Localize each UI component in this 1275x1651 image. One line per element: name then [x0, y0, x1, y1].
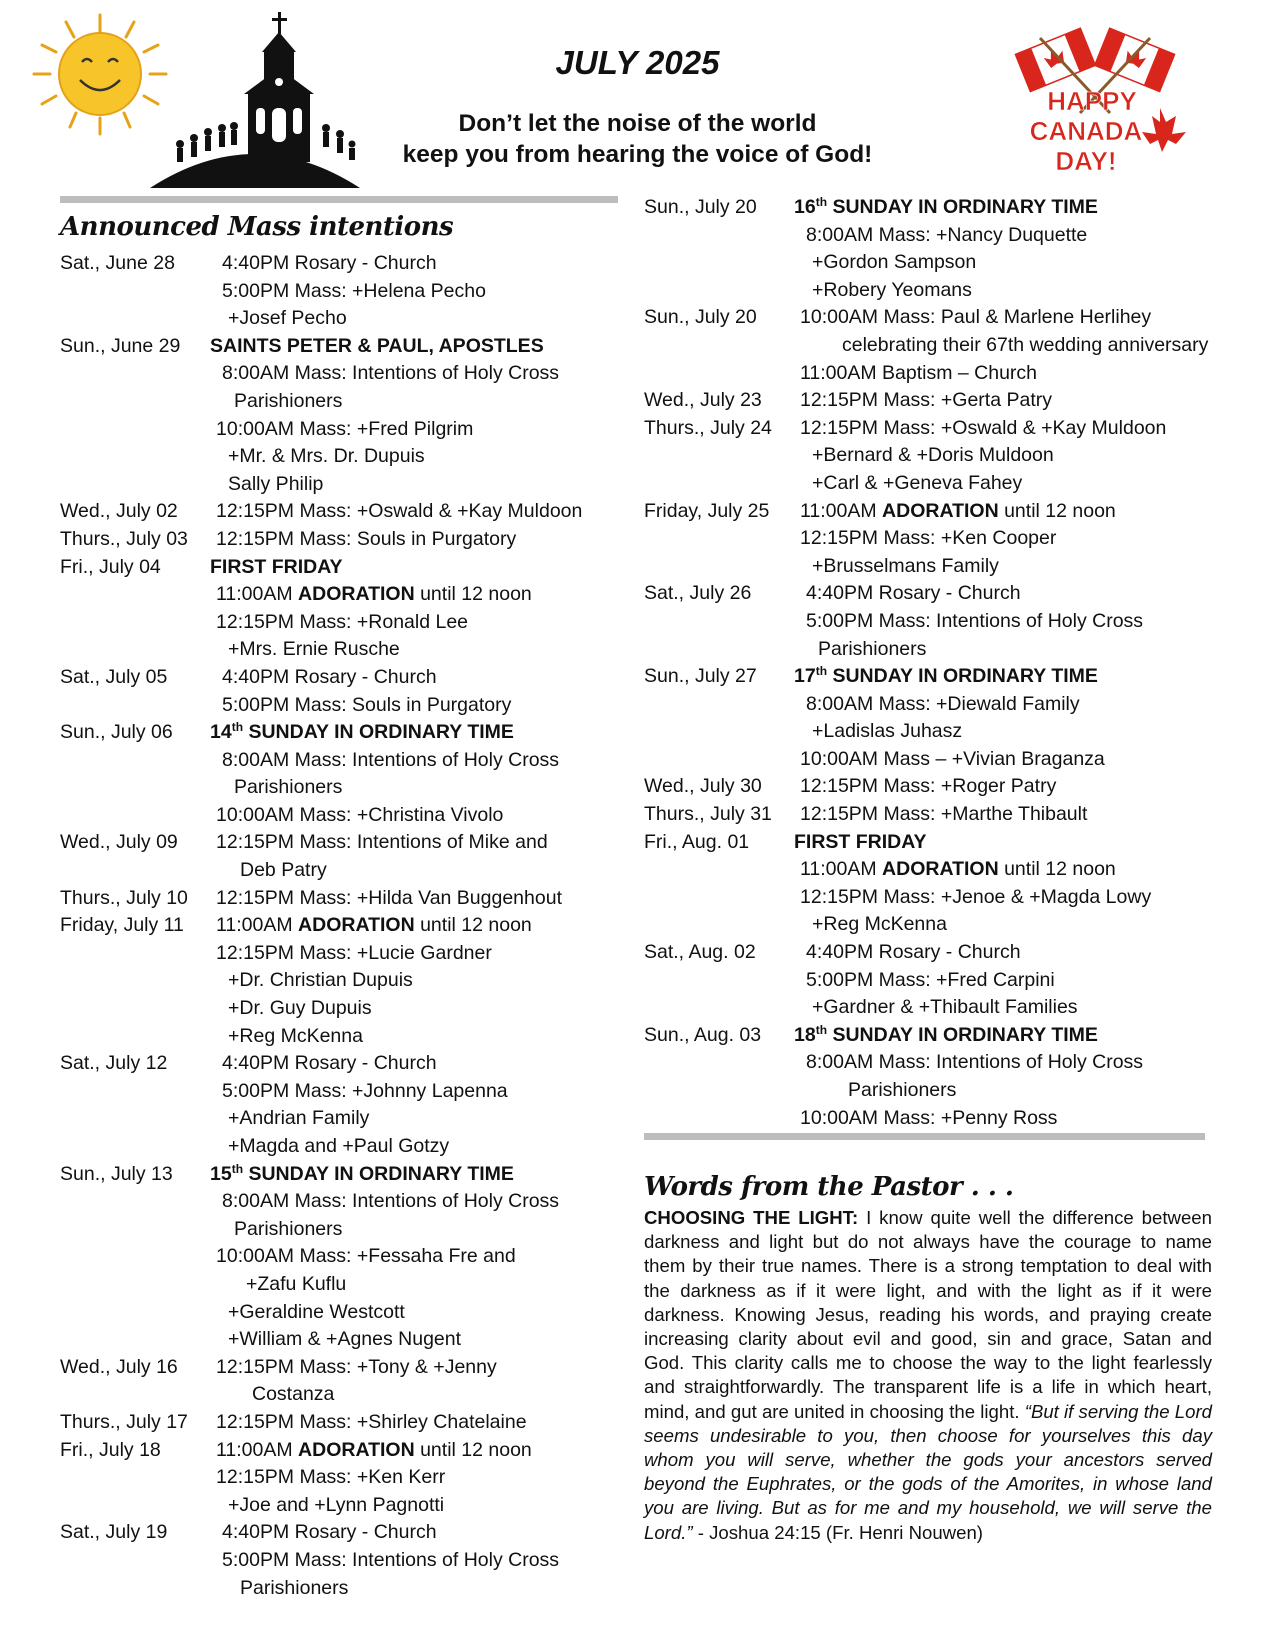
schedule-line	[60, 912, 620, 940]
time-text: 11:00AM	[800, 858, 883, 881]
schedule-line	[644, 884, 1219, 912]
schedule-line	[60, 1161, 620, 1189]
schedule-line	[60, 747, 620, 775]
feast-title: ADORATION	[882, 499, 999, 522]
entry-text	[216, 912, 532, 940]
entry-date: Sun., July 13	[60, 1162, 173, 1185]
schedule-line	[644, 498, 1219, 526]
schedule-line	[644, 442, 1219, 470]
canada-badge-line1: HAPPY	[1047, 86, 1137, 116]
schedule-line	[644, 608, 1219, 636]
schedule-line	[644, 1049, 1219, 1077]
schedule-entry	[644, 580, 1219, 663]
entry-text: +Gardner & +Thibault Families	[812, 996, 1078, 1019]
entry-text: 4:40PM Rosary - Church	[806, 941, 1021, 964]
entry-text: 12:15PM Mass: +Ken Cooper	[800, 527, 1057, 550]
entry-date: Friday, July 11	[60, 914, 184, 937]
schedule-line	[60, 1437, 620, 1465]
entry-text: +Reg McKenna	[812, 913, 947, 936]
entry-text	[800, 498, 1116, 526]
entry-date: Friday, July 25	[644, 499, 770, 522]
entry-text: 8:00AM Mass: +Diewald Family	[806, 692, 1080, 715]
schedule-entry	[644, 829, 1219, 939]
adoration-detail: until 12 noon	[414, 1438, 532, 1461]
entry-text: 12:15PM Mass: +Marthe Thibault	[800, 803, 1088, 826]
entry-text: 10:00AM Mass: Paul & Marlene Herlihey	[800, 306, 1152, 329]
right-schedule-column	[644, 194, 1219, 1132]
entry-text: 5:00PM Mass: +Helena Pecho	[222, 279, 486, 302]
schedule-line	[60, 554, 620, 582]
schedule-entry	[60, 1409, 620, 1437]
entry-date: Sun., July 06	[60, 721, 173, 744]
schedule-entry	[644, 304, 1219, 387]
entry-text: 5:00PM Mass: Souls in Purgatory	[222, 693, 512, 716]
schedule-entry	[60, 1437, 620, 1520]
schedule-entry	[60, 912, 620, 1050]
entry-text	[216, 581, 532, 609]
entry-text: +Reg McKenna	[228, 1024, 363, 1047]
entry-text: +Brusselmans Family	[812, 554, 999, 577]
adoration-detail: until 12 noon	[414, 914, 532, 937]
ordinal-suffix: th	[231, 720, 244, 735]
entry-text: Costanza	[252, 1383, 335, 1406]
pastor-message-body: I know quite well the difference between darkness and light but do not always have the courage to name them by their true names. There is a strong temptation to deal with the darkness as if it were light, and with the light as if it were darkness. Knowing Jesus, reading his words, and praying create increasing clarity about evil and good, sin and grace, Satan and God. This clarity calls me to choose the way to the light fearlessly and straightforwardly. The transparent life is a life in which heart, mind, and gut are united in choosing the light.	[644, 1207, 1212, 1422]
ordinal-number: 16	[794, 196, 816, 218]
schedule-line	[60, 1216, 620, 1244]
entry-text: Parishioners	[240, 1576, 349, 1599]
entry-text: 12:15PM Mass: +Ken Kerr	[216, 1466, 446, 1489]
entry-text: 12:15PM Mass: Intentions of Mike and	[216, 831, 548, 854]
entry-text: Sally Philip	[228, 472, 324, 495]
entry-text	[210, 719, 514, 747]
pastor-heading: Words from the Pastor . . .	[644, 1172, 1014, 1202]
entry-date: Sat., June 28	[60, 252, 175, 274]
feast-title: SUNDAY IN ORDINARY TIME	[243, 721, 514, 744]
entry-text: 10:00AM Mass: +Fessaha Fre and	[216, 1245, 516, 1268]
schedule-line	[60, 802, 620, 830]
schedule-entry	[60, 719, 620, 829]
schedule-line	[60, 1188, 620, 1216]
entry-text: 8:00AM Mass: +Nancy Duquette	[806, 223, 1088, 246]
entry-text: +Magda and +Paul Gotzy	[228, 1135, 450, 1157]
adoration-detail: until 12 noon	[998, 499, 1116, 522]
entry-text: 12:15PM Mass: +Oswald & +Kay Muldoon	[216, 500, 583, 523]
canada-badge-line3: DAY!	[1055, 146, 1117, 176]
entry-date: Sun., July 27	[644, 665, 757, 688]
schedule-line	[644, 222, 1219, 250]
entry-text	[210, 333, 544, 361]
entry-text: Parishioners	[234, 776, 343, 799]
feast-title: SUNDAY IN ORDINARY TIME	[827, 196, 1098, 218]
schedule-line	[60, 1575, 620, 1603]
entry-text: 12:15PM Mass: +Hilda Van Buggenhout	[216, 886, 562, 909]
entry-text: 10:00AM Mass – +Vivian Braganza	[800, 747, 1105, 770]
schedule-line	[60, 940, 620, 968]
scripture-quote: “But if serving the Lord seems undesirable to you, then choose for yourselves this day whom you will serve, whether the gods your ancestors served beyond the Euphrates, or the gods of the Amorites, in whose land you are living. But as for me and my household, we will serve the Lord.”	[644, 1400, 1212, 1543]
schedule-line	[644, 939, 1219, 967]
feast-title: ADORATION	[298, 583, 415, 606]
entry-text: 8:00AM Mass: Intentions of Holy Cross	[222, 1190, 560, 1213]
schedule-entry	[60, 885, 620, 913]
schedule-line	[644, 470, 1219, 498]
entry-text: 11:00AM Baptism – Church	[800, 361, 1037, 384]
schedule-line	[644, 636, 1219, 664]
schedule-line	[644, 718, 1219, 746]
schedule-line	[60, 333, 620, 361]
schedule-line	[60, 1299, 620, 1327]
ordinal-number: 14	[210, 721, 232, 744]
schedule-entry	[60, 250, 620, 333]
entry-text: +Mr. & Mrs. Dr. Dupuis	[228, 445, 425, 468]
time-text: 11:00AM	[800, 499, 883, 522]
schedule-entry	[644, 194, 1219, 304]
schedule-line	[60, 885, 620, 913]
schedule-entry	[644, 801, 1219, 829]
entry-text: 12:15PM Mass: +Oswald & +Kay Muldoon	[800, 416, 1167, 439]
schedule-line	[644, 829, 1219, 857]
schedule-entry	[60, 526, 620, 554]
entry-date: Thurs., July 17	[60, 1410, 188, 1433]
pastor-message	[644, 1206, 1212, 1545]
entry-text: Deb Patry	[240, 859, 327, 882]
entry-date: Sat., July 19	[60, 1521, 168, 1544]
tagline-line-2: keep you from hearing the voice of God!	[402, 141, 873, 168]
entry-text: 12:15PM Mass: +Roger Patry	[800, 775, 1057, 798]
schedule-line	[60, 774, 620, 802]
entry-text	[210, 554, 343, 582]
tagline-line-1: Don’t let the noise of the world	[458, 110, 817, 137]
entry-text: +Robery Yeomans	[812, 278, 972, 301]
schedule-line	[60, 1105, 620, 1133]
entry-text: +Carl & +Geneva Fahey	[812, 471, 1023, 494]
entry-text: 5:00PM Mass: Intentions of Holy Cross	[806, 609, 1144, 632]
entry-text: +Mrs. Ernie Rusche	[228, 638, 400, 661]
entry-text	[794, 663, 1098, 691]
adoration-detail: until 12 noon	[414, 583, 532, 606]
schedule-line	[644, 304, 1219, 332]
entry-text: +Andrian Family	[228, 1107, 370, 1130]
schedule-line	[60, 636, 620, 664]
entry-date: Sun., July 20	[644, 306, 757, 329]
entry-date: Sun., July 20	[644, 196, 757, 218]
tagline	[0, 108, 1275, 170]
schedule-entry	[60, 554, 620, 664]
ordinal-number: 18	[794, 1023, 816, 1046]
entry-text: +Zafu Kuflu	[246, 1272, 347, 1295]
ordinal-suffix: th	[231, 1161, 244, 1176]
entry-text	[216, 1437, 532, 1465]
entry-text: 12:15PM Mass: +Tony & +Jenny	[216, 1355, 497, 1378]
schedule-line	[644, 525, 1219, 553]
entry-text	[794, 829, 927, 857]
schedule-line	[644, 277, 1219, 305]
entry-text: Parishioners	[234, 1217, 343, 1240]
schedule-line	[60, 1409, 620, 1437]
schedule-line	[60, 1464, 620, 1492]
schedule-line	[60, 526, 620, 554]
entry-date: Sat., July 05	[60, 665, 168, 688]
entry-date: Wed., July 23	[644, 389, 762, 412]
schedule-entry	[60, 1050, 620, 1160]
schedule-line	[644, 773, 1219, 801]
schedule-line	[644, 856, 1219, 884]
schedule-line	[644, 801, 1219, 829]
entry-text: 4:40PM Rosary - Church	[222, 665, 437, 688]
schedule-line	[60, 719, 620, 747]
schedule-entry	[644, 663, 1219, 773]
schedule-entry	[60, 333, 620, 499]
entry-date: Wed., July 09	[60, 831, 178, 854]
entry-text	[794, 1022, 1098, 1050]
feast-title: SAINTS PETER & PAUL, APOSTLES	[210, 334, 544, 357]
schedule-line	[60, 1243, 620, 1271]
schedule-entry	[60, 1519, 620, 1602]
time-text: 11:00AM	[216, 1438, 299, 1461]
time-text: 11:00AM	[216, 914, 299, 937]
entry-text: 4:40PM Rosary - Church	[222, 252, 437, 274]
schedule-line	[60, 1271, 620, 1299]
schedule-entry	[644, 498, 1219, 581]
entry-date: Fri., July 18	[60, 1438, 161, 1461]
schedule-line	[60, 250, 620, 278]
ordinal-number: 17	[794, 665, 816, 688]
schedule-entry	[644, 773, 1219, 801]
entry-text: 5:00PM Mass: +Fred Carpini	[806, 968, 1055, 991]
entry-text	[794, 194, 1098, 222]
feast-title: ADORATION	[882, 858, 999, 881]
entry-text: 12:15PM Mass: +Gerta Patry	[800, 389, 1052, 412]
entry-text: 4:40PM Rosary - Church	[806, 582, 1021, 605]
entry-text: 8:00AM Mass: Intentions of Holy Cross	[222, 748, 560, 771]
entry-text	[800, 856, 1116, 884]
feast-title: FIRST FRIDAY	[210, 555, 343, 578]
entry-text: 8:00AM Mass: Intentions of Holy Cross	[222, 362, 560, 385]
entry-text: 10:00AM Mass: +Penny Ross	[800, 1106, 1058, 1129]
feast-title: SUNDAY IN ORDINARY TIME	[827, 665, 1098, 688]
schedule-line	[60, 1133, 620, 1161]
schedule-line	[60, 1519, 620, 1547]
entry-text: Parishioners	[234, 389, 343, 412]
entry-text: +Geraldine Westcott	[228, 1300, 405, 1323]
schedule-line	[60, 967, 620, 995]
schedule-entry	[644, 1022, 1219, 1132]
schedule-line	[60, 1023, 620, 1051]
schedule-line	[644, 360, 1219, 388]
ordinal-number: 15	[210, 1162, 232, 1185]
schedule-line	[60, 305, 620, 333]
schedule-line	[644, 249, 1219, 277]
schedule-line	[644, 994, 1219, 1022]
schedule-line	[644, 415, 1219, 443]
entry-text: 10:00AM Mass: +Fred Pilgrim	[216, 417, 474, 440]
entry-text: Parishioners	[818, 637, 927, 660]
entry-text: 12:15PM Mass: +Jenoe & +Magda Lowy	[800, 885, 1152, 908]
entry-text: +Dr. Christian Dupuis	[228, 969, 413, 992]
entry-text: 4:40PM Rosary - Church	[222, 1521, 437, 1544]
schedule-line	[60, 498, 620, 526]
quote-citation: - Joshua 24:15 (Fr. Henri Nouwen)	[692, 1521, 983, 1543]
entry-text: +Ladislas Juhasz	[812, 720, 963, 743]
schedule-line	[60, 1326, 620, 1354]
entry-text: +Dr. Guy Dupuis	[228, 997, 372, 1020]
schedule-line	[60, 581, 620, 609]
schedule-entry	[60, 1161, 620, 1354]
feast-title: ADORATION	[298, 914, 415, 937]
entry-date: Thurs., July 03	[60, 527, 188, 550]
page-title: JULY 2025	[555, 44, 720, 81]
entry-date: Sun., June 29	[60, 334, 181, 357]
schedule-line	[60, 609, 620, 637]
schedule-line	[60, 692, 620, 720]
schedule-line	[644, 332, 1219, 360]
entry-date: Wed., July 30	[644, 775, 762, 798]
schedule-line	[644, 580, 1219, 608]
entry-text: 4:40PM Rosary - Church	[222, 1052, 437, 1075]
schedule-line	[60, 829, 620, 857]
pastor-message-title: CHOOSING THE LIGHT:	[644, 1207, 859, 1228]
schedule-line	[644, 691, 1219, 719]
entry-date: Sat., Aug. 02	[644, 941, 756, 964]
left-divider	[60, 196, 618, 203]
entry-text: +William & +Agnes Nugent	[228, 1328, 462, 1351]
entry-date: Wed., July 02	[60, 500, 178, 523]
schedule-line	[60, 278, 620, 306]
schedule-line	[60, 1492, 620, 1520]
right-divider	[644, 1133, 1205, 1140]
schedule-line	[60, 664, 620, 692]
schedule-line	[60, 1547, 620, 1575]
schedule-line	[60, 416, 620, 444]
schedule-line	[60, 471, 620, 499]
schedule-line	[60, 1078, 620, 1106]
entry-text: 5:00PM Mass: Intentions of Holy Cross	[222, 1548, 560, 1571]
schedule-line	[60, 995, 620, 1023]
time-text: 11:00AM	[216, 583, 299, 606]
schedule-line	[644, 967, 1219, 995]
entry-text	[210, 1161, 514, 1189]
feast-title: FIRST FRIDAY	[794, 830, 927, 853]
schedule-line	[644, 663, 1219, 691]
schedule-entry	[644, 415, 1219, 498]
adoration-detail: until 12 noon	[998, 858, 1116, 881]
schedule-line	[644, 553, 1219, 581]
entry-text: 12:15PM Mass: +Ronald Lee	[216, 610, 469, 633]
schedule-line	[60, 1381, 620, 1409]
feast-title: SUNDAY IN ORDINARY TIME	[243, 1162, 514, 1185]
schedule-line	[644, 387, 1219, 415]
entry-date: Wed., July 16	[60, 1355, 178, 1378]
ordinal-suffix: th	[815, 664, 828, 679]
entry-date: Fri., July 04	[60, 555, 161, 578]
entry-text: +Joe and +Lynn Pagnotti	[228, 1493, 445, 1516]
entry-text: celebrating their 67th wedding anniversary	[842, 333, 1209, 356]
schedule-entry	[60, 498, 620, 526]
entry-date: Thurs., July 31	[644, 803, 772, 826]
schedule-line	[60, 857, 620, 885]
entry-text: +Josef Pecho	[228, 307, 347, 330]
schedule-line	[644, 194, 1219, 222]
schedule-line	[60, 388, 620, 416]
ordinal-suffix: th	[815, 195, 828, 209]
schedule-line	[644, 1077, 1219, 1105]
entry-text: 5:00PM Mass: +Johnny Lapenna	[222, 1079, 508, 1102]
schedule-line	[60, 443, 620, 471]
entry-date: Thurs., July 24	[644, 416, 772, 439]
schedule-line	[644, 1022, 1219, 1050]
mass-intentions-heading: Announced Mass intentions	[60, 212, 454, 242]
schedule-line	[644, 911, 1219, 939]
entry-date: Fri., Aug. 01	[644, 830, 750, 853]
entry-date: Sun., Aug. 03	[644, 1023, 762, 1046]
entry-text: 12:15PM Mass: +Lucie Gardner	[216, 941, 492, 964]
feast-title: SUNDAY IN ORDINARY TIME	[827, 1023, 1098, 1046]
entry-date: Thurs., July 10	[60, 886, 188, 909]
schedule-entry	[644, 387, 1219, 415]
entry-date: Sat., July 26	[644, 582, 752, 605]
entry-text: +Gordon Sampson	[812, 251, 977, 274]
entry-text: +Bernard & +Doris Muldoon	[812, 444, 1054, 467]
entry-date: Sat., July 12	[60, 1052, 168, 1075]
schedule-line	[60, 360, 620, 388]
entry-text: 8:00AM Mass: Intentions of Holy Cross	[806, 1051, 1144, 1074]
schedule-entry	[60, 829, 620, 884]
entry-text: Parishioners	[848, 1079, 957, 1101]
feast-title: ADORATION	[298, 1438, 415, 1461]
schedule-entry	[60, 664, 620, 719]
schedule-entry	[60, 1354, 620, 1409]
schedule-line	[644, 1105, 1219, 1133]
entry-text: 12:15PM Mass: Souls in Purgatory	[216, 527, 517, 550]
schedule-entry	[644, 939, 1219, 1022]
entry-text: 12:15PM Mass: +Shirley Chatelaine	[216, 1410, 527, 1433]
schedule-line	[644, 746, 1219, 774]
schedule-line	[60, 1050, 620, 1078]
canada-badge-line2: CANADA	[1029, 116, 1143, 146]
schedule-line	[60, 1354, 620, 1382]
ordinal-suffix: th	[815, 1022, 828, 1037]
entry-text: 10:00AM Mass: +Christina Vivolo	[216, 803, 504, 826]
left-schedule-column	[60, 250, 620, 1602]
